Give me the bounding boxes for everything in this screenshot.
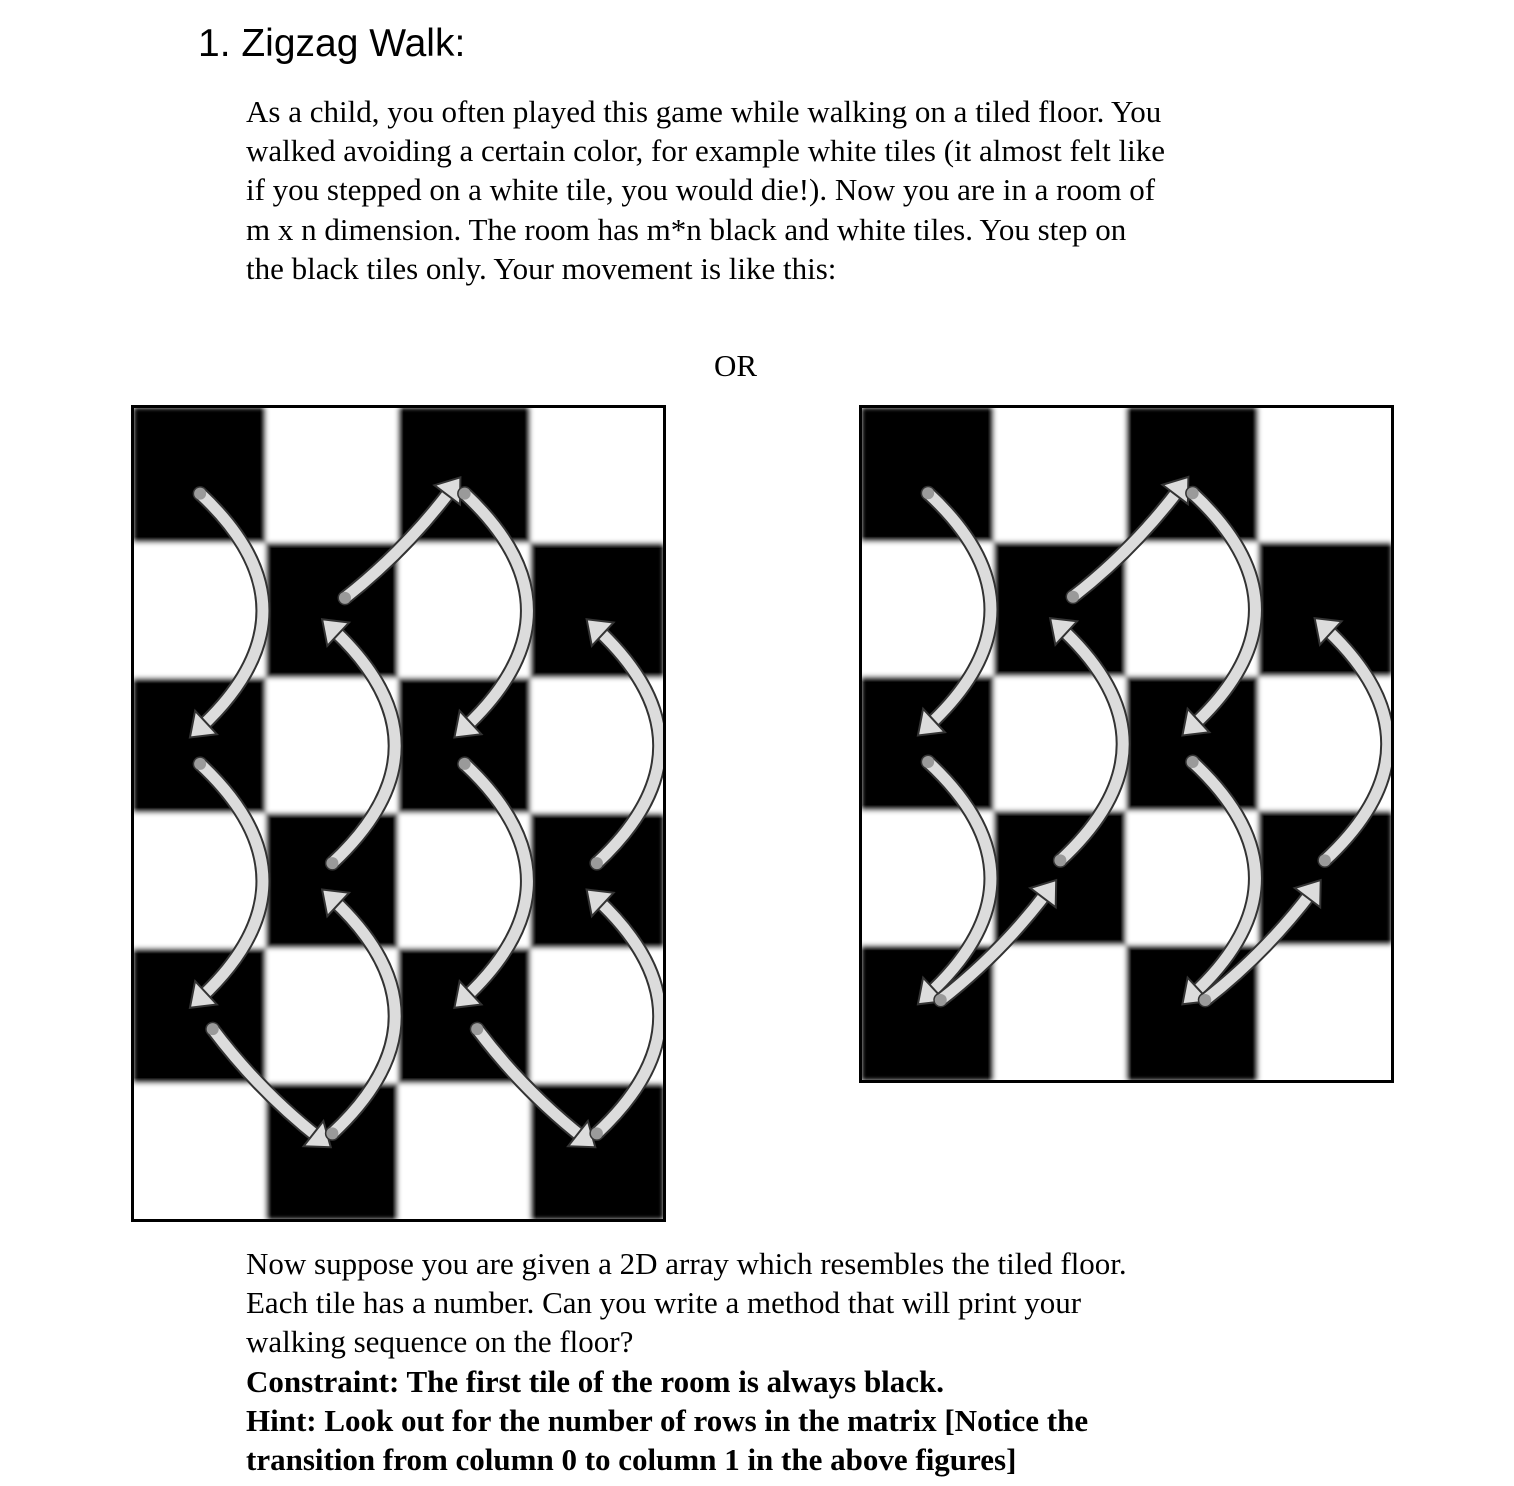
- arrow-tail: [1187, 756, 1199, 768]
- hint-line: transition from column 0 to column 1 in the above figures]: [246, 1442, 1017, 1478]
- black-tile: [1126, 676, 1259, 811]
- arrow-tail: [1319, 854, 1331, 866]
- black-tile: [134, 408, 267, 544]
- intro-line: m x n dimension. The room has m*n black and white tiles. You step on: [246, 211, 1127, 247]
- question-line: Now suppose you are given a 2D array which resembles the tiled floor.: [246, 1246, 1127, 1281]
- arrow-tail: [194, 488, 206, 500]
- intro-paragraph: [246, 92, 1165, 288]
- figure-5x4-svg: [862, 408, 1391, 1080]
- white-tile: [1258, 945, 1391, 1080]
- arrow-tail: [922, 756, 934, 768]
- arrow-tail: [1067, 591, 1079, 603]
- figure-6x4-board: [131, 405, 666, 1222]
- constraint-text: Constraint: The first tile of the room is always black.: [246, 1363, 945, 1399]
- arrow-tail: [591, 1127, 603, 1139]
- arrow-tail: [339, 592, 351, 604]
- arrow-tail: [459, 488, 471, 500]
- arrow-tail: [922, 487, 934, 499]
- or-separator: OR: [714, 348, 758, 383]
- white-tile: [266, 408, 399, 544]
- black-tile: [862, 676, 995, 811]
- arrow-tail: [459, 758, 471, 770]
- arrow-tail: [194, 758, 206, 770]
- intro-line: As a child, you often played this game while walking on a tiled floor. You: [246, 94, 1162, 129]
- white-tile: [398, 1083, 531, 1219]
- white-tile: [1258, 408, 1391, 543]
- tiles-group: [134, 408, 663, 1219]
- arrow-tail: [207, 1023, 219, 1035]
- arrow-tail: [1054, 854, 1066, 866]
- arrow-tail: [326, 1127, 338, 1139]
- arrow-tail: [591, 857, 603, 869]
- question-line: Each tile has a number. Can you write a method that will print your: [246, 1285, 1082, 1321]
- black-tile: [530, 813, 663, 949]
- figure-6x4-svg: [134, 408, 663, 1219]
- black-tile: [1258, 542, 1391, 677]
- black-tile: [530, 543, 663, 679]
- figure-5x4-board: [859, 405, 1394, 1083]
- arrow-tail: [471, 1023, 483, 1035]
- intro-line: the black tiles only. Your movement is like this:: [246, 250, 837, 286]
- heading: 1. Zigzag Walk:: [198, 22, 466, 65]
- white-tile: [994, 408, 1127, 543]
- arrow-tail: [326, 857, 338, 869]
- black-tile: [862, 408, 995, 543]
- arrow-tail: [1199, 994, 1211, 1006]
- question-paragraph: [246, 1244, 1127, 1479]
- hint-line: Hint: Look out for the number of rows in the matrix [Notice the: [246, 1402, 1089, 1438]
- arrow-tail: [935, 994, 947, 1006]
- black-tile: [134, 678, 267, 814]
- intro-line: walked avoiding a certain color, for example white tiles (it almost felt like: [246, 133, 1165, 169]
- white-tile: [994, 945, 1127, 1080]
- question-line: walking sequence on the floor?: [246, 1324, 634, 1360]
- white-tile: [530, 408, 663, 544]
- intro-line: if you stepped on a white tile, you would die!). Now you are in a room of: [246, 172, 1156, 208]
- arrow-tail: [1187, 487, 1199, 499]
- white-tile: [134, 1083, 267, 1219]
- black-tile: [398, 678, 531, 814]
- black-tile: [266, 813, 399, 949]
